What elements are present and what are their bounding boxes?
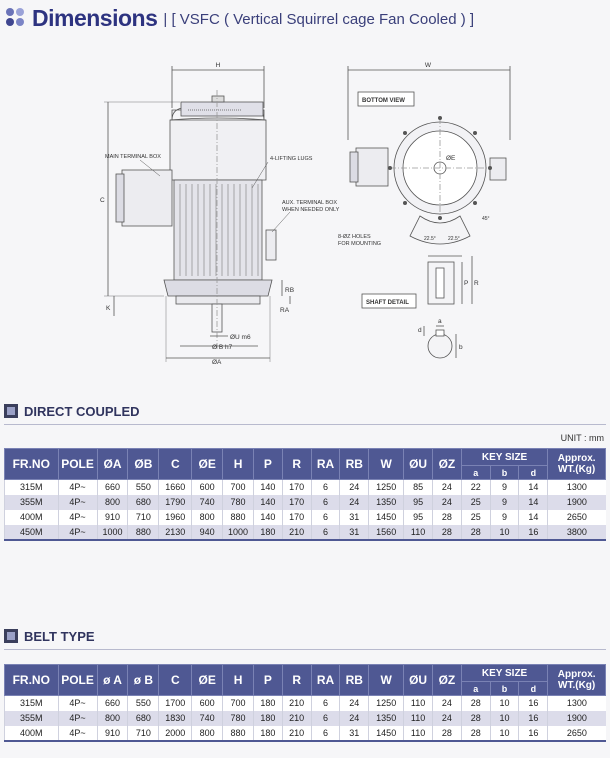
table-cell: 1960	[159, 510, 192, 525]
table-cell: 1790	[159, 495, 192, 510]
table-cell: 110	[404, 726, 433, 741]
section-square-icon	[4, 629, 18, 643]
header-cell: ØU	[404, 665, 433, 696]
table-cell: 170	[282, 495, 311, 510]
header-cell: R	[282, 449, 311, 480]
table-cell: 600	[192, 480, 223, 495]
header-cell: ØB	[128, 449, 159, 480]
table-cell: 1300	[548, 696, 606, 711]
label-shaft-detail: SHAFT DETAIL	[366, 300, 409, 306]
table-cell: 210	[282, 525, 311, 540]
table-cell: 880	[223, 726, 254, 741]
header-cell: ØE	[192, 449, 223, 480]
table-cell: 10	[490, 711, 519, 726]
label-a: ØA	[212, 359, 222, 366]
table-cell: 31	[340, 510, 369, 525]
header-approx-wt: Approx. WT.(Kg)	[548, 665, 606, 696]
table-cell: 210	[282, 726, 311, 741]
table-cell: 28	[461, 711, 490, 726]
table-cell: 28	[433, 510, 462, 525]
header-cell: R	[282, 665, 311, 696]
table-cell: 400M	[5, 726, 59, 741]
table-cell: 85	[404, 480, 433, 495]
header-cell: H	[223, 449, 254, 480]
table-cell: 170	[282, 480, 311, 495]
table-cell: 28	[461, 696, 490, 711]
table-cell: 700	[223, 696, 254, 711]
label-u: ØU m6	[230, 334, 251, 341]
table-cell: 710	[128, 510, 159, 525]
table-cell: 4P~	[58, 495, 97, 510]
table-cell: 660	[97, 696, 128, 711]
table-cell: 910	[97, 726, 128, 741]
table-cell: 31	[340, 525, 369, 540]
label-p: P	[464, 280, 469, 287]
header-cell: ØA	[97, 449, 128, 480]
label-rb: RB	[285, 287, 295, 294]
table-cell: 170	[282, 510, 311, 525]
label-r: R	[474, 280, 479, 287]
table-cell: 740	[192, 711, 223, 726]
table-cell: 14	[519, 495, 548, 510]
table-cell: 14	[519, 510, 548, 525]
header-cell: FR.NO	[5, 665, 59, 696]
header-cell: P	[253, 665, 282, 696]
table-cell: 210	[282, 711, 311, 726]
table-cell: 700	[223, 480, 254, 495]
label-aux-2: WHEN NEEDED ONLY	[282, 207, 340, 213]
table-cell: 25	[461, 510, 490, 525]
table-cell: 4P~	[58, 726, 97, 741]
header-key-sub: d	[519, 682, 548, 696]
header-cell: POLE	[58, 449, 97, 480]
table-cell: 1000	[223, 525, 254, 540]
table-cell: 4P~	[58, 525, 97, 540]
table-cell: 110	[404, 711, 433, 726]
table-row	[5, 696, 606, 711]
table-cell: 1300	[548, 480, 606, 495]
label-main-box: MAIN TERMINAL BOX	[105, 154, 161, 160]
label-h: H	[215, 62, 221, 69]
table-cell: 355M	[5, 711, 59, 726]
header-cell: RB	[340, 665, 369, 696]
table-cell: 24	[340, 711, 369, 726]
table-cell: 880	[128, 525, 159, 540]
table-cell: 800	[97, 495, 128, 510]
header-key-size: KEY SIZE	[461, 665, 547, 682]
section-direct-coupled	[4, 402, 140, 420]
label-ang1: 22.5°	[424, 236, 436, 242]
header-cell: RA	[311, 449, 340, 480]
table-cell: 3800	[548, 525, 606, 540]
table-cell: 910	[97, 510, 128, 525]
table-cell: 355M	[5, 495, 59, 510]
table-cell: 800	[192, 726, 223, 741]
table-cell: 740	[192, 495, 223, 510]
label-b: Ø B h7	[212, 344, 233, 351]
belt-type-table	[4, 664, 606, 742]
table-cell: 6	[311, 696, 340, 711]
table-row	[5, 480, 606, 495]
table-cell: 10	[490, 525, 519, 540]
label-ra: RA	[280, 307, 290, 314]
table-row	[5, 510, 606, 525]
table-cell: 550	[128, 696, 159, 711]
table-cell: 24	[433, 696, 462, 711]
table-cell: 24	[340, 480, 369, 495]
header-cell: W	[369, 665, 404, 696]
table-cell: 315M	[5, 480, 59, 495]
table-cell: 2650	[548, 510, 606, 525]
label-shaft-b: b	[459, 344, 463, 351]
table-cell: 6	[311, 495, 340, 510]
table-cell: 180	[253, 711, 282, 726]
table-cell: 9	[490, 495, 519, 510]
table-cell: 1560	[369, 525, 404, 540]
label-c: C	[100, 197, 105, 204]
label-ang2: 22.5°	[448, 236, 460, 242]
table-cell: 1000	[97, 525, 128, 540]
table-cell: 1660	[159, 480, 192, 495]
header-key-sub: a	[461, 466, 490, 480]
header-key-size: KEY SIZE	[461, 449, 547, 466]
table-cell: 315M	[5, 696, 59, 711]
header-cell: ØU	[404, 449, 433, 480]
table-cell: 4P~	[58, 510, 97, 525]
dimension-drawing	[0, 40, 610, 390]
label-k: K	[106, 305, 111, 312]
table-cell: 9	[490, 480, 519, 495]
header-cell: FR.NO	[5, 449, 59, 480]
table-cell: 110	[404, 525, 433, 540]
table-cell: 1700	[159, 696, 192, 711]
label-w: W	[424, 62, 432, 69]
header-key-sub: b	[490, 466, 519, 480]
table-cell: 1900	[548, 495, 606, 510]
section-belt-type	[4, 627, 95, 645]
table-cell: 210	[282, 696, 311, 711]
table-cell: 800	[192, 510, 223, 525]
table-cell: 24	[340, 696, 369, 711]
table-cell: 28	[433, 726, 462, 741]
label-ang3: 45°	[482, 216, 490, 222]
divider	[4, 649, 606, 650]
table-cell: 140	[253, 510, 282, 525]
table-cell: 6	[311, 525, 340, 540]
header-cell: RB	[340, 449, 369, 480]
table-cell: 1350	[369, 495, 404, 510]
table-cell: 16	[519, 726, 548, 741]
table-cell: 2650	[548, 726, 606, 741]
table-cell: 22	[461, 480, 490, 495]
header-cell: C	[159, 449, 192, 480]
table-cell: 710	[128, 726, 159, 741]
header-cell: ØZ	[433, 665, 462, 696]
table-cell: 4P~	[58, 480, 97, 495]
table-cell: 95	[404, 510, 433, 525]
table-cell: 28	[461, 525, 490, 540]
header-cell: C	[159, 665, 192, 696]
table-cell: 2000	[159, 726, 192, 741]
table-cell: 28	[461, 726, 490, 741]
table-cell: 680	[128, 495, 159, 510]
header-cell: RA	[311, 665, 340, 696]
section-square-icon	[4, 404, 18, 418]
table-cell: 140	[253, 495, 282, 510]
page-header	[6, 4, 474, 32]
table-cell: 16	[519, 711, 548, 726]
table-cell: 1450	[369, 510, 404, 525]
table-cell: 9	[490, 510, 519, 525]
label-shaft-d: d	[418, 327, 422, 334]
section-title: DIRECT COUPLED	[24, 403, 140, 419]
table-cell: 1900	[548, 711, 606, 726]
table-cell: 1250	[369, 480, 404, 495]
table-cell: 550	[128, 480, 159, 495]
table-cell: 10	[490, 696, 519, 711]
table-cell: 660	[97, 480, 128, 495]
table-cell: 24	[433, 711, 462, 726]
section-title: BELT TYPE	[24, 628, 95, 644]
header-cell: W	[369, 449, 404, 480]
table-cell: 95	[404, 495, 433, 510]
table-cell: 24	[433, 480, 462, 495]
table-cell: 4P~	[58, 711, 97, 726]
label-bottom-view: BOTTOM VIEW	[362, 98, 405, 104]
label-holes-1: 8-ØZ HOLES	[338, 234, 371, 240]
table-cell: 180	[253, 696, 282, 711]
table-cell: 1450	[369, 726, 404, 741]
page-subtitle: | [ VSFC ( Vertical Squirrel cage Fan Cooled ) ]	[163, 11, 475, 28]
label-aux-1: AUX. TERMINAL BOX	[282, 200, 338, 206]
table-cell: 880	[223, 510, 254, 525]
table-cell: 400M	[5, 510, 59, 525]
label-e: ØE	[446, 155, 456, 162]
table-cell: 180	[253, 726, 282, 741]
page-title: Dimensions	[32, 4, 158, 31]
table-cell: 140	[253, 480, 282, 495]
table-cell: 2130	[159, 525, 192, 540]
direct-coupled-table	[4, 448, 606, 541]
table-cell: 31	[340, 726, 369, 741]
table-cell: 1250	[369, 696, 404, 711]
table-cell: 28	[433, 525, 462, 540]
dots-icon	[6, 8, 26, 28]
table-cell: 180	[253, 525, 282, 540]
table-cell: 1350	[369, 711, 404, 726]
table-cell: 6	[311, 711, 340, 726]
header-key-sub: d	[519, 466, 548, 480]
header-cell: P	[253, 449, 282, 480]
table-cell: 6	[311, 480, 340, 495]
table-cell: 780	[223, 711, 254, 726]
header-key-sub: a	[461, 682, 490, 696]
label-holes-2: FOR MOUNTING	[338, 241, 382, 247]
table-row	[5, 525, 606, 540]
table-cell: 6	[311, 726, 340, 741]
label-lugs: 4-LIFTING LUGS	[270, 156, 313, 162]
table-cell: 1830	[159, 711, 192, 726]
table-row	[5, 726, 606, 741]
header-cell: H	[223, 665, 254, 696]
table-row	[5, 495, 606, 510]
table-cell: 24	[433, 495, 462, 510]
table-cell: 16	[519, 525, 548, 540]
table-cell: 4P~	[58, 696, 97, 711]
table-cell: 680	[128, 711, 159, 726]
table-cell: 780	[223, 495, 254, 510]
header-approx-wt: Approx. WT.(Kg)	[548, 449, 606, 480]
header-cell: ØZ	[433, 449, 462, 480]
table-cell: 24	[340, 495, 369, 510]
header-cell: POLE	[58, 665, 97, 696]
table-row	[5, 711, 606, 726]
header-cell: ø A	[97, 665, 128, 696]
table-cell: 16	[519, 696, 548, 711]
header-key-sub: b	[490, 682, 519, 696]
table-cell: 25	[461, 495, 490, 510]
table-cell: 450M	[5, 525, 59, 540]
divider	[4, 424, 606, 425]
header-cell: ø B	[128, 665, 159, 696]
table-cell: 800	[97, 711, 128, 726]
label-shaft-a: a	[438, 318, 442, 325]
unit-label: UNIT : mm	[560, 433, 604, 443]
table-cell: 600	[192, 696, 223, 711]
table-cell: 14	[519, 480, 548, 495]
table-cell: 110	[404, 696, 433, 711]
table-cell: 6	[311, 510, 340, 525]
table-cell: 10	[490, 726, 519, 741]
header-cell: ØE	[192, 665, 223, 696]
table-cell: 940	[192, 525, 223, 540]
